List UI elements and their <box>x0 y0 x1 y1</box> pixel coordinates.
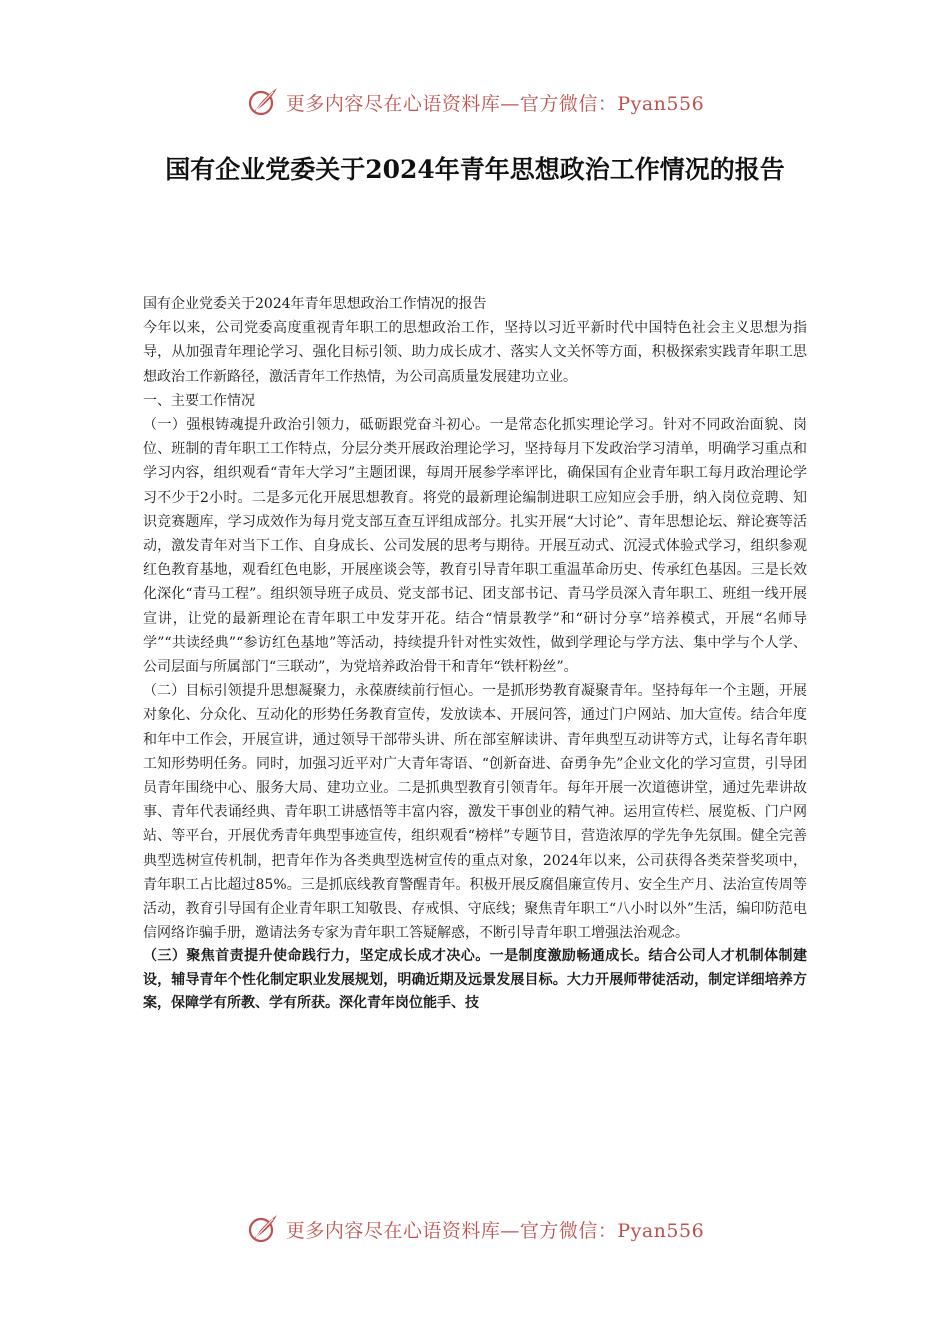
quill-logo-icon <box>246 85 280 119</box>
section-heading: 一、主要工作情况 <box>143 392 255 409</box>
banner-text: 更多内容尽在心语资料库—官方微信：Pyan556 <box>285 92 705 115</box>
banner-text: 更多内容尽在心语资料库—官方微信：Pyan556 <box>285 1219 705 1242</box>
paragraph-1: （一）强根铸魂提升政治引领力，砥砺跟党奋斗初心。一是常态化抓实理论学习。针对不同政治面貌、岗位、班制的青年职工工作特点，分层分类开展政治理论学习，坚持每月下发政治学习清单，明确学习重点和学习内容，组织观看“青年大学习”主题团课，每周开展参学率评比，确保国有企业青年职工每月政治理论学习不少于2小时。二是多元化开展思想教育。将党的最新理论编制进职工应知应会手册，纳入岗位竞聘、知识竞赛题库，学习成效作为每月党支部互查互评组成部分。扎实开展“大讨论”、青年思想论坛、辩论赛等活动，激发青年对当下工作、自身成长、公司发展的思考与期待。开展互动式、沉浸式体验式学习，组织参观红色教育基地，观看红色电影，开展座谈会等，教育引导青年职工重温革命历史、传承红色基因。三是长效化深化“青马工程”。组织领导班子成员、党支部书记、团支部书记、青马学员深入青年职工、班组一线开展宣讲，让党的最新理论在青年职工中发芽开花。结合“情景教学”和“研讨分享”培养模式，开展“名师导学”“共读经典”“参访红色基地”等活动，持续提升针对性实效性，做到学理论与学方法、集中学与个人学、公司层面与所属部门“三联动”，为党培养政治骨干和青年“铁杆粉丝”。 <box>143 417 807 676</box>
document-body <box>143 292 807 1016</box>
footer-watermark-banner <box>0 1207 950 1251</box>
quill-logo-icon <box>246 1212 280 1246</box>
intro-paragraph: 今年以来，公司党委高度重视青年职工的思想政治工作，坚持以习近平新时代中国特色社会主义思想为指导，从加强青年理论学习、强化目标引领、助力成长成才、落实人文关怀等方面，积极探索实践青年职工思想政治工作新路径，激活青年工作热情，为公司高质量发展建功立业。 <box>143 320 807 385</box>
header-watermark-banner <box>0 80 950 124</box>
subtitle-line: 国有企业党委关于2024年青年思想政治工作情况的报告 <box>143 296 487 312</box>
paragraph-3: （三）聚焦首责提升使命践行力，坚定成长成才决心。一是制度激励畅通成长。结合公司人才机制体制建设，辅导青年个性化制定职业发展规划，明确近期及远景发展目标。大力开展师带徒活动，制定详细培养方案，保障学有所教、学有所获。深化青年岗位能手、技 <box>143 948 807 1012</box>
document-title: 国有企业党委关于2024年青年思想政治工作情况的报告 <box>165 155 785 184</box>
paragraph-2: （二）目标引领提升思想凝聚力，永葆赓续前行恒心。一是抓形势教育凝聚青年。坚持每年一个主题，开展对象化、分众化、互动化的形势任务教育宣传，发放读本、开展问答，通过门户网站、加大宣传。结合年度和年中工作会，开展宣讲，通过领导干部带头讲、所在部室解读讲、青年典型互动讲等方式，让每名青年职工知形势明任务。同时，加强习近平对广大青年寄语、“创新奋进、奋勇争先”企业文化的学习宣贯，引导团员青年围绕中心、服务大局、建功立业。二是抓典型教育引领青年。每年开展一次道德讲堂，通过先辈讲故事、青年代表诵经典、青年职工讲感悟等丰富内容，激发干事创业的精气神。运用宣传栏、展览板、门户网站、等平台，开展优秀青年典型事迹宣传，组织观看“榜样”专题节目，营造浓厚的学先争先氛围。健全完善典型选树宣传机制，把青年作为各类典型选树宣传的重点对象，2024年以来，公司获得各类荣誉奖项中，青年职工占比超过85%。三是抓底线教育警醒青年。积极开展反腐倡廉宣传月、安全生产月、法治宣传周等活动，教育引导国有企业青年职工知敬畏、存戒惧、守底线；聚焦青年职工“八小时以外”生活，编印防范电信网络诈骗手册，邀请法务专家为青年职工答疑解惑，不断引导青年职工增强法治观念。 <box>143 683 807 942</box>
